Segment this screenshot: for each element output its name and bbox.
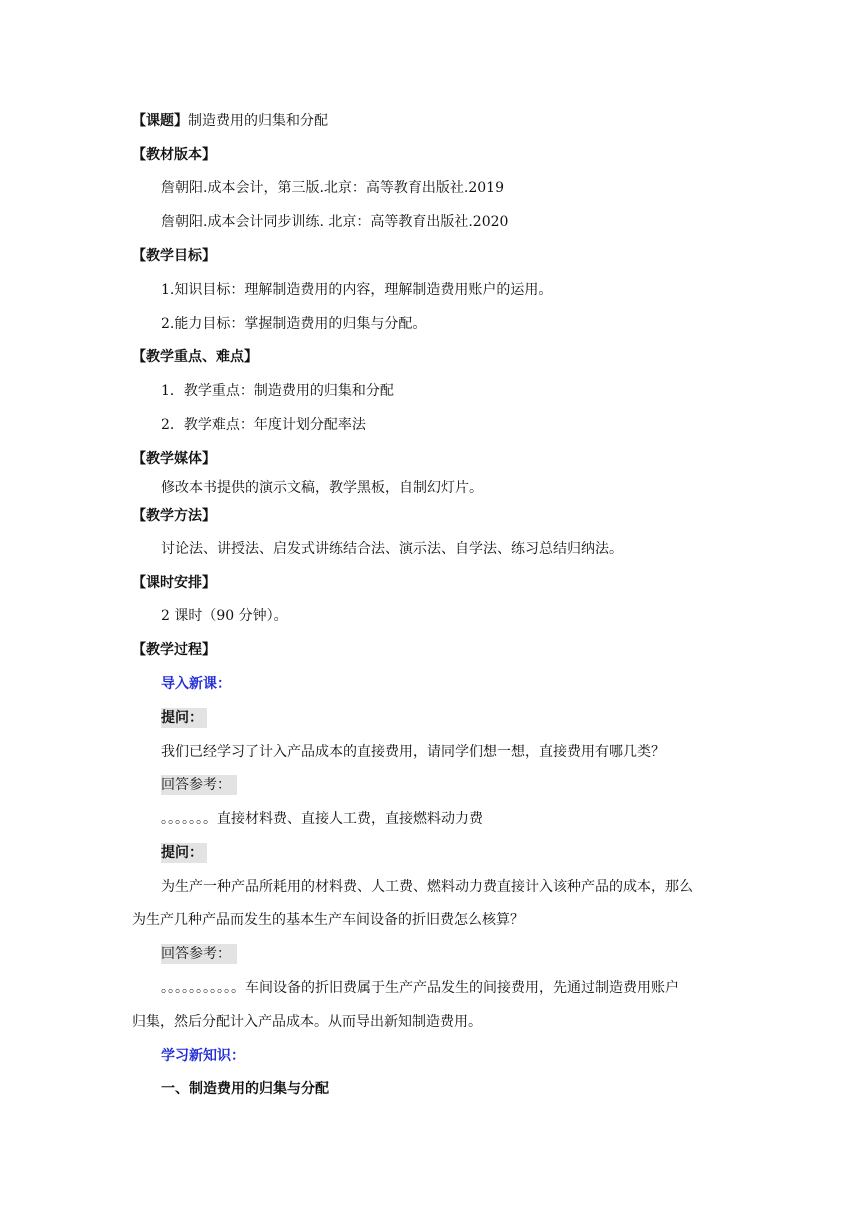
new-knowledge-heading: 学习新知识： (161, 1048, 245, 1064)
textbook-heading: 【教材版本】 (132, 147, 216, 163)
question-1-label-line (161, 708, 207, 728)
goal-item-1: 1.知识目标：理解制造费用的内容，理解制造费用账户的运用。 (161, 282, 553, 298)
answer-1-text: 。。。。。。。直接材料费、直接人工费，直接燃料动力费 (161, 811, 483, 827)
method-heading: 【教学方法】 (132, 508, 216, 524)
question-2-label: 提问： (161, 843, 207, 863)
goal-item-2: 2.能力目标：掌握制造费用的归集与分配。 (161, 316, 427, 332)
process-heading: 【教学过程】 (132, 642, 216, 658)
question-2-label-line (161, 843, 207, 863)
goals-heading: 【教学目标】 (132, 248, 216, 264)
answer-1-label-line (161, 775, 237, 795)
question-2-line-2: 为生产几种产品而发生的基本生产车间设备的折旧费怎么核算？ (132, 912, 524, 928)
keypoints-heading: 【教学重点、难点】 (132, 349, 258, 365)
schedule-heading: 【课时安排】 (132, 575, 216, 591)
section-1-heading: 一、制造费用的归集与分配 (161, 1081, 329, 1097)
topic-label: 【课题】 (132, 113, 188, 129)
answer-2-label: 回答参考： (161, 944, 237, 964)
topic-text: 制造费用的归集和分配 (188, 113, 328, 129)
answer-2-line-1: 。。。。。。。。。。。车间设备的折旧费属于生产产品发生的间接费用，先通过制造费用账户 (161, 980, 679, 996)
textbook-item-2: 詹朝阳.成本会计同步训练. 北京：高等教育出版社.2020 (161, 214, 509, 230)
method-text: 讨论法、讲授法、启发式讲练结合法、演示法、自学法、练习总结归纳法。 (161, 541, 623, 557)
textbook-item-1: 詹朝阳.成本会计，第三版.北京：高等教育出版社.2019 (161, 180, 504, 196)
keypoint-item-2: 2．教学难点：年度计划分配率法 (161, 417, 366, 433)
media-text: 修改本书提供的演示文稿，教学黑板，自制幻灯片。 (161, 480, 483, 496)
keypoint-item-1: 1．教学重点：制造费用的归集和分配 (161, 383, 394, 399)
question-2-line-1: 为生产一种产品所耗用的材料费、人工费、燃料动力费直接计入该种产品的成本，那么 (161, 879, 693, 895)
schedule-text: 2 课时（90 分钟）。 (161, 608, 288, 624)
answer-2-line-2: 归集，然后分配计入产品成本。从而导出新知制造费用。 (132, 1014, 482, 1030)
question-1-text: 我们已经学习了计入产品成本的直接费用，请同学们想一想，直接费用有哪几类？ (161, 744, 665, 760)
topic-line (132, 111, 328, 131)
intro-heading: 导入新课： (161, 676, 231, 692)
answer-2-label-line (161, 944, 237, 964)
media-heading: 【教学媒体】 (132, 451, 216, 467)
question-1-label: 提问： (161, 708, 207, 728)
answer-1-label: 回答参考： (161, 775, 237, 795)
